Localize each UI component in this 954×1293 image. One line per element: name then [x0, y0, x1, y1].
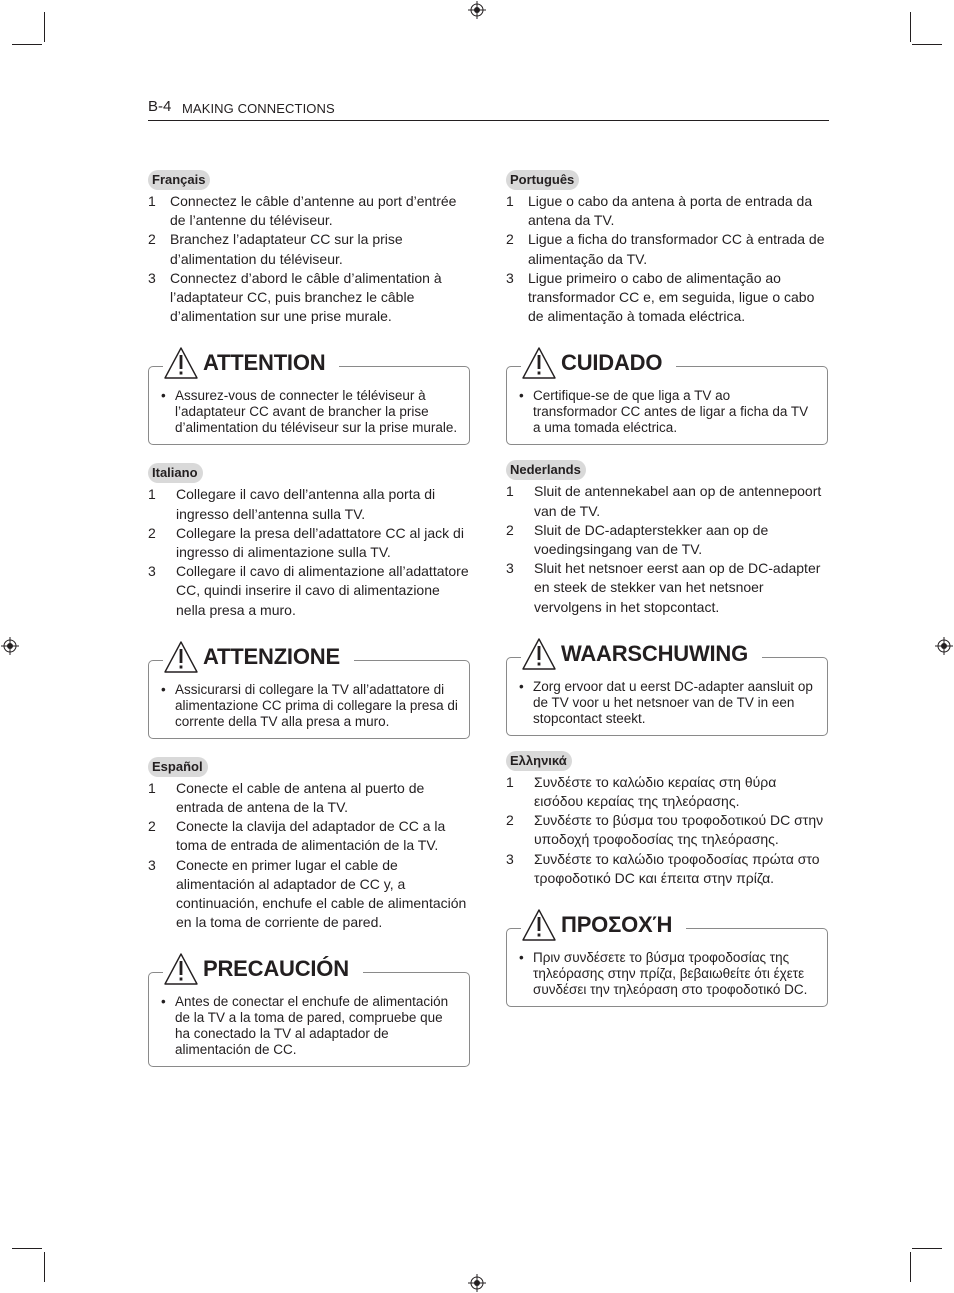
notice-header — [163, 639, 354, 675]
step-text: Conecte la clavija del adaptador de CC a la toma de entrada de alimentación de la TV. — [176, 818, 446, 854]
crop-mark — [910, 12, 911, 42]
bullet: • — [519, 388, 524, 404]
list-item — [506, 482, 828, 520]
step-number: 1 — [506, 773, 514, 790]
warning-triangle-icon — [163, 640, 199, 674]
list-item — [148, 230, 470, 268]
step-list — [506, 482, 828, 616]
precaucion-notice — [148, 956, 470, 1067]
notice-header — [163, 345, 339, 381]
registration-mark-icon — [1, 637, 19, 655]
bullet: • — [161, 388, 166, 404]
notice-text: Assicurarsi di collegare la TV all’adattatore di alimentazione CC prima di collegare la presa di corrente della TV alla presa a muro. — [175, 681, 458, 729]
warning-triangle-icon — [521, 637, 557, 671]
list-item — [506, 811, 828, 849]
step-number: 3 — [506, 850, 514, 867]
language-section-dutch — [506, 460, 828, 735]
list-item — [506, 269, 828, 327]
language-section-greek — [506, 751, 828, 1007]
step-text: Sluit de DC-adapterstekker aan op de voedingsingang van de TV. — [534, 521, 769, 558]
warning-triangle-icon — [521, 908, 557, 942]
list-item — [148, 779, 470, 817]
step-number: 3 — [148, 269, 156, 286]
step-number: 2 — [506, 231, 514, 248]
step-text: Collegare il cavo di alimentazione all’adattatore CC, quindi inserire il cavo di alimentazione nella presa a muro. — [176, 563, 469, 618]
list-item — [148, 269, 470, 327]
step-number: 1 — [506, 483, 514, 500]
step-text: Connectez d’abord le câble d’alimentation à l’adaptateur CC, puis branchez le câble d’alimentation sur une prise murale. — [170, 269, 442, 325]
step-text: Συνδέστε το καλώδιο τροφοδοσίας πρώτα στο τροφοδοτικό DC και έπειτα στην πρίζα. — [534, 850, 820, 886]
step-text: Sluit het netsnoer eerst aan op de DC-adapter en steek de stekker van het netsnoer vervolgens in het stopcontact. — [534, 560, 821, 615]
step-list — [506, 192, 828, 326]
language-tag: Ελληνικά — [506, 751, 572, 771]
crop-mark — [912, 44, 942, 45]
registration-mark-icon — [468, 1, 486, 19]
bullet: • — [519, 950, 524, 966]
notice-text: Zorg ervoor dat u eerst DC-adapter aansluit op de TV voor u het netsnoer van de TV in een stopcontact steekt. — [533, 678, 813, 726]
list-item — [148, 562, 470, 620]
notice-text: Assurez-vous de connecter le téléviseur à l’adaptateur CC avant de brancher la prise d’alimentation du téléviseur sur la prise murale. — [175, 388, 458, 436]
bullet: • — [161, 681, 166, 697]
notice-header — [163, 951, 363, 987]
step-number: 2 — [506, 812, 514, 829]
warning-triangle-icon — [163, 346, 199, 380]
list-item — [148, 856, 470, 933]
step-number: 3 — [148, 856, 156, 873]
warning-triangle-icon — [521, 346, 557, 380]
warning-triangle-icon — [163, 952, 199, 986]
language-section-spanish — [148, 757, 470, 1068]
page-header — [148, 98, 829, 121]
step-text: Connectez le câble d’antenne au port d’entrée de l’antenne du téléviseur. — [170, 193, 457, 229]
step-text: Ligue o cabo da antena à porta de entrada da antena da TV. — [528, 193, 813, 229]
step-text: Collegare il cavo dell’antenna alla porta di ingresso dell’antenna sulla TV. — [176, 486, 436, 522]
notice-title: ATTENZIONE — [203, 643, 340, 669]
crop-mark — [44, 1252, 45, 1282]
step-number: 2 — [148, 524, 156, 541]
crop-mark — [910, 1252, 911, 1282]
crop-mark — [44, 12, 45, 42]
attenzione-notice — [148, 643, 470, 739]
section-title: MAKING CONNECTIONS — [182, 101, 335, 116]
notice-title: WAARSCHUWING — [561, 640, 749, 666]
prosoxi-notice — [506, 912, 828, 1007]
step-text: Branchez l’adaptateur CC sur la prise d’alimentation du téléviseur. — [170, 231, 403, 267]
notice-header — [521, 907, 686, 943]
notice-title: CUIDADO — [561, 350, 663, 376]
step-number: 1 — [148, 779, 156, 796]
list-item — [506, 192, 828, 230]
list-item — [506, 521, 828, 559]
step-list — [148, 192, 470, 326]
step-text: Conecte el cable de antena al puerto de entrada de antena de la TV. — [176, 779, 425, 816]
step-text: Ligue primeiro o cabo de alimentação ao transformador CC e, em seguida, ligue o cabo de alimentação à tomada eléctrica. — [528, 269, 815, 325]
list-item — [506, 230, 828, 268]
notice-text: Πριν συνδέσετε το βύσμα τροφοδοσίας της τηλεόρασης στην πρίζα, βεβαιωθείτε ότι έχετε συνδέσει την τηλεόραση στο τροφοδοτικό DC. — [533, 950, 808, 998]
language-tag: Français — [148, 170, 210, 190]
step-number: 3 — [148, 563, 156, 580]
language-tag: Español — [148, 757, 208, 777]
notice-title: PRECAUCIÓN — [203, 956, 349, 982]
registration-mark-icon — [935, 637, 953, 655]
right-column — [506, 170, 828, 1007]
list-item — [506, 773, 828, 811]
notice-title: ΠΡΟΣΟΧΉ — [561, 912, 673, 938]
step-text: Ligue a ficha do transformador CC à entrada de alimentação da TV. — [528, 231, 825, 267]
notice-text: Antes de conectar el enchufe de alimentación de la TV a la toma de pared, compruebe que ha conectado la TV al adaptador de alimentación de CC. — [175, 994, 449, 1058]
step-text: Sluit de antennekabel aan op de antennepoort van de TV. — [534, 483, 822, 519]
waarschuwing-notice — [506, 640, 828, 736]
left-column — [148, 170, 470, 1067]
list-item — [148, 192, 470, 230]
step-number: 2 — [506, 521, 514, 538]
crop-mark — [12, 1248, 42, 1249]
crop-mark — [912, 1248, 942, 1249]
list-item — [148, 485, 470, 523]
step-number: 3 — [506, 560, 514, 577]
list-item — [148, 524, 470, 562]
list-item — [148, 817, 470, 855]
language-tag: Português — [506, 170, 579, 190]
step-text: Συνδέστε το καλώδιο κεραίας στη θύρα εισόδου κεραίας της τηλεόρασης. — [534, 773, 777, 810]
notice-header — [521, 345, 676, 381]
language-section-portuguese — [506, 170, 828, 445]
step-text: Conecte en primer lugar el cable de alimentación al adaptador de CC y, a continuación, enchufe el cable de alimentación en la toma de corriente de pared. — [176, 856, 467, 931]
step-number: 1 — [148, 193, 156, 209]
language-tag: Italiano — [148, 463, 203, 483]
step-list — [148, 779, 470, 933]
step-number: 3 — [506, 269, 514, 286]
notice-title: ATTENTION — [203, 350, 326, 376]
language-section-italian — [148, 463, 470, 738]
step-text: Collegare la presa dell’adattatore CC al jack di ingresso di alimentazione sulla TV. — [176, 524, 464, 561]
page-number: B-4 — [148, 98, 172, 115]
step-text: Συνδέστε το βύσμα του τροφοδοτικού DC στην υποδοχή τροφοδοσίας της τηλεόρασης. — [534, 812, 824, 848]
notice-header — [521, 636, 762, 672]
language-tag: Nederlands — [506, 460, 586, 480]
list-item — [506, 559, 828, 617]
bullet: • — [161, 994, 166, 1010]
crop-mark — [12, 44, 42, 45]
cuidado-notice — [506, 350, 828, 445]
list-item — [506, 850, 828, 888]
step-list — [506, 773, 828, 888]
language-section-french — [148, 170, 470, 445]
step-list — [148, 485, 470, 619]
step-number: 2 — [148, 231, 156, 248]
registration-mark-icon — [468, 1274, 486, 1292]
attention-notice — [148, 350, 470, 445]
bullet: • — [519, 678, 524, 694]
step-number: 2 — [148, 818, 156, 835]
step-number: 1 — [506, 193, 514, 209]
step-number: 1 — [148, 486, 156, 503]
notice-text: Certifique-se de que liga a TV ao transformador CC antes de ligar a ficha da TV a uma tomada eléctrica. — [533, 388, 809, 436]
